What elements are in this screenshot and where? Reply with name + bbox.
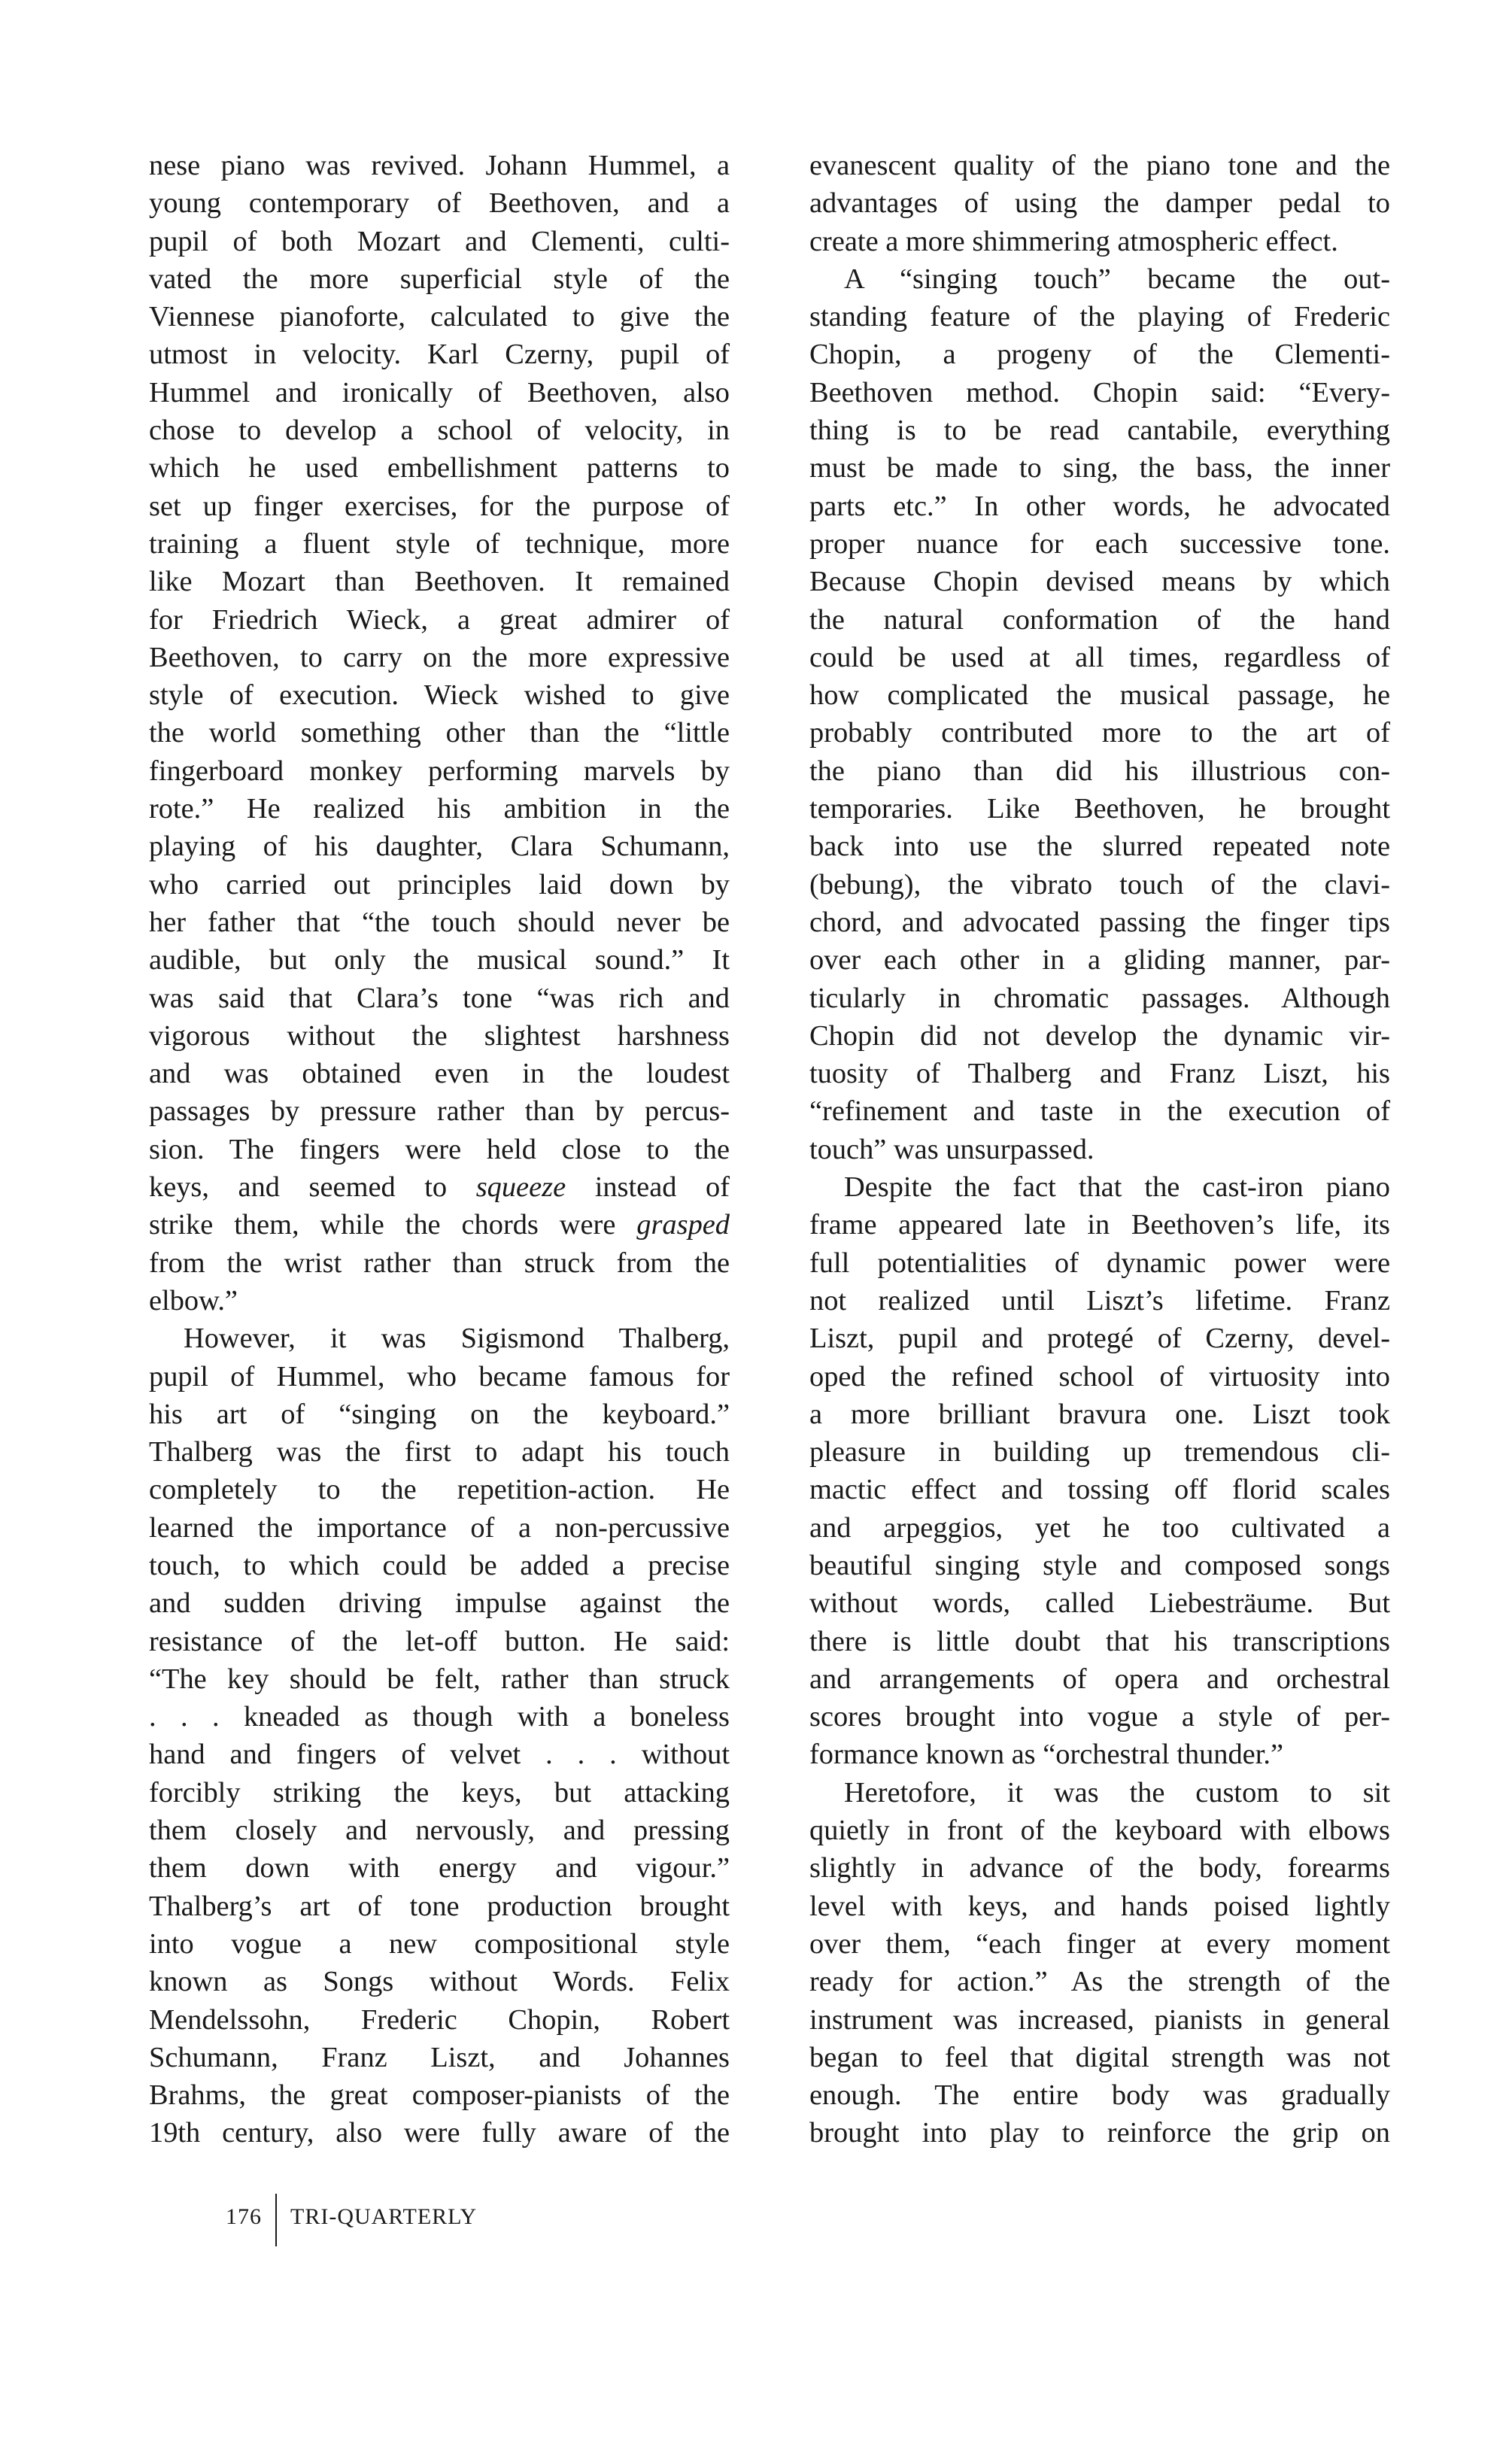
italic-text: grasped bbox=[636, 1209, 730, 1241]
text-line bbox=[809, 2001, 1390, 2039]
text-segment: like Mozart than Beethoven. It remained bbox=[149, 566, 730, 598]
text-segment: frame appeared late in Beethoven’s life, its bbox=[809, 1209, 1390, 1241]
text-line bbox=[809, 563, 1390, 600]
text-line bbox=[149, 412, 730, 449]
text-line bbox=[149, 1925, 730, 1963]
text-line bbox=[809, 1320, 1390, 1357]
text-line bbox=[149, 1092, 730, 1130]
text-segment: probably contributed more to the art of bbox=[809, 717, 1390, 749]
text-segment: Chopin, a progeny of the Clementi- bbox=[809, 339, 1390, 371]
text-line bbox=[809, 487, 1390, 525]
text-segment: full potentialities of dynamic power were bbox=[809, 1247, 1390, 1279]
text-line bbox=[809, 639, 1390, 676]
text-line bbox=[149, 1584, 730, 1622]
text-segment: over each other in a gliding manner, par- bbox=[809, 944, 1390, 976]
text-segment: utmost in velocity. Karl Czerny, pupil of bbox=[149, 339, 730, 371]
text-segment: Liszt, pupil and protegé of Czerny, devel- bbox=[809, 1323, 1390, 1355]
text-line bbox=[809, 676, 1390, 714]
text-segment: ticularly in chromatic passages. Although bbox=[809, 982, 1390, 1014]
text-segment: the world something other than the “little bbox=[149, 717, 730, 749]
page-number: 176 bbox=[226, 2204, 262, 2229]
text-segment: Chopin did not develop the dynamic vir- bbox=[809, 1019, 1390, 1052]
text-line bbox=[149, 1244, 730, 1282]
text-segment: could be used at all times, regardless of bbox=[809, 641, 1390, 673]
text-line bbox=[149, 828, 730, 865]
text-line bbox=[149, 601, 730, 639]
text-line bbox=[149, 374, 730, 412]
text-segment: audible, but only the musical sound.” It bbox=[149, 944, 730, 976]
text-line bbox=[149, 260, 730, 298]
text-segment: beautiful singing style and composed songs bbox=[809, 1549, 1390, 1581]
text-line bbox=[809, 941, 1390, 979]
text-line bbox=[149, 1017, 730, 1055]
text-segment: instrument was increased, pianists in general bbox=[809, 2003, 1390, 2036]
text-line bbox=[149, 2076, 730, 2114]
text-segment: was said that Clara’s tone “was rich and bbox=[149, 982, 730, 1014]
text-line bbox=[809, 752, 1390, 790]
text-line bbox=[809, 1017, 1390, 1055]
text-segment: advantages of using the damper pedal to bbox=[809, 187, 1390, 220]
text-line bbox=[149, 1396, 730, 1433]
text-line bbox=[809, 714, 1390, 752]
text-segment: over them, “each finger at every moment bbox=[809, 1927, 1390, 1960]
text-line bbox=[149, 1774, 730, 1812]
text-segment: oped the refined school of virtuosity into bbox=[809, 1360, 1390, 1393]
text-segment: must be made to sing, the bass, the inner bbox=[809, 452, 1390, 484]
text-segment: elbow.” bbox=[149, 1284, 238, 1317]
text-segment: touch” was unsurpassed. bbox=[809, 1133, 1095, 1165]
text-line bbox=[809, 336, 1390, 373]
text-line bbox=[809, 1547, 1390, 1584]
text-segment: Mendelssohn, Frederic Chopin, Robert bbox=[149, 2003, 730, 2036]
text-line bbox=[809, 1509, 1390, 1547]
text-segment: vigorous without the slightest harshness bbox=[149, 1019, 730, 1052]
text-segment: began to feel that digital strength was not bbox=[809, 2041, 1390, 2073]
text-segment: thing is to be read cantabile, everything bbox=[809, 415, 1390, 447]
text-segment: Beethoven, to carry on the more expressive bbox=[149, 641, 730, 673]
text-segment: pupil of Hummel, who became famous for bbox=[149, 1360, 730, 1393]
text-line bbox=[149, 1698, 730, 1736]
text-segment: not realized until Liszt’s lifetime. Franz bbox=[809, 1284, 1390, 1317]
text-segment: and arpeggios, yet he too cultivated a bbox=[809, 1511, 1390, 1544]
text-line bbox=[149, 752, 730, 790]
text-line bbox=[809, 1206, 1390, 1244]
text-line bbox=[149, 1623, 730, 1660]
text-segment: formance known as “orchestral thunder.” bbox=[809, 1739, 1283, 1771]
text-line bbox=[149, 1471, 730, 1508]
text-segment: Thalberg’s art of tone production brought bbox=[149, 1890, 730, 1922]
text-line bbox=[149, 223, 730, 260]
text-line bbox=[149, 449, 730, 487]
text-segment: proper nuance for each successive tone. bbox=[809, 527, 1390, 560]
text-segment: Viennese pianoforte, calculated to give the bbox=[149, 301, 730, 333]
text-segment: mactic effect and tossing off florid scales bbox=[809, 1474, 1390, 1506]
text-segment: a more brilliant bravura one. Liszt took bbox=[809, 1398, 1390, 1430]
text-line bbox=[809, 2076, 1390, 2114]
text-line bbox=[149, 866, 730, 904]
text-segment: evanescent quality of the piano tone and the bbox=[809, 150, 1390, 181]
right-text-column bbox=[809, 147, 1390, 2152]
text-line bbox=[809, 1584, 1390, 1622]
text-segment: and sudden driving impulse against the bbox=[149, 1587, 730, 1620]
text-segment: vated the more superficial style of the bbox=[149, 263, 730, 295]
text-segment: passages by pressure rather than by percus- bbox=[149, 1095, 730, 1128]
text-segment: and was obtained even in the loudest bbox=[149, 1058, 730, 1090]
text-line bbox=[809, 1471, 1390, 1508]
text-segment: temporaries. Like Beethoven, he brought bbox=[809, 793, 1390, 825]
text-line bbox=[149, 487, 730, 525]
text-segment: Heretofore, it was the custom to sit bbox=[844, 1776, 1390, 1809]
text-segment: without words, called Liebesträume. But bbox=[809, 1587, 1390, 1620]
text-segment: level with keys, and hands poised lightly bbox=[809, 1890, 1390, 1922]
text-line bbox=[809, 449, 1390, 487]
text-segment: style of execution. Wieck wished to give bbox=[149, 679, 730, 712]
text-segment: A “singing touch” became the out- bbox=[844, 263, 1390, 295]
text-segment: training a fluent style of technique, more bbox=[149, 527, 730, 560]
text-segment: Despite the fact that the cast-iron piano bbox=[844, 1171, 1390, 1204]
text-line bbox=[149, 1736, 730, 1773]
text-line bbox=[809, 1774, 1390, 1812]
text-segment: her father that “the touch should never be bbox=[149, 906, 730, 938]
text-line bbox=[149, 525, 730, 563]
text-segment: standing feature of the playing of Frederic bbox=[809, 301, 1390, 333]
text-line bbox=[149, 941, 730, 979]
text-segment: his art of “singing on the keyboard.” bbox=[149, 1398, 730, 1430]
text-line bbox=[809, 374, 1390, 412]
text-segment: the piano than did his illustrious con- bbox=[809, 755, 1390, 787]
text-line bbox=[149, 790, 730, 828]
text-segment: pupil of both Mozart and Clementi, culti- bbox=[149, 225, 730, 257]
text-segment: set up finger exercises, for the purpose of bbox=[149, 490, 730, 522]
text-line bbox=[149, 1812, 730, 1849]
text-line bbox=[809, 1925, 1390, 1963]
text-segment: young contemporary of Beethoven, and a bbox=[149, 187, 730, 220]
text-segment: “The key should be felt, rather than struck bbox=[149, 1663, 730, 1695]
text-segment: pleasure in building up tremendous cli- bbox=[809, 1436, 1390, 1468]
text-line bbox=[809, 1055, 1390, 1092]
text-segment: touch, to which could be added a precise bbox=[149, 1549, 730, 1581]
text-line bbox=[809, 1433, 1390, 1471]
text-line bbox=[149, 1433, 730, 1471]
text-segment: Beethoven method. Chopin said: “Every- bbox=[809, 376, 1390, 408]
text-segment: who carried out principles laid down by bbox=[149, 868, 730, 901]
text-line bbox=[809, 147, 1390, 184]
text-segment: Brahms, the great composer-pianists of the bbox=[149, 2079, 730, 2112]
text-line bbox=[809, 2039, 1390, 2076]
text-segment: chord, and advocated passing the finger tips bbox=[809, 906, 1390, 938]
text-segment: instead of bbox=[566, 1171, 730, 1204]
text-line bbox=[809, 2114, 1390, 2152]
text-line bbox=[149, 1206, 730, 1244]
text-segment: tuosity of Thalberg and Franz Liszt, his bbox=[809, 1058, 1390, 1090]
text-segment: playing of his daughter, Clara Schumann, bbox=[149, 831, 730, 863]
text-line bbox=[809, 601, 1390, 639]
text-line bbox=[809, 1282, 1390, 1320]
text-line bbox=[809, 979, 1390, 1017]
text-line bbox=[809, 790, 1390, 828]
text-segment: and arrangements of opera and orchestral bbox=[809, 1663, 1390, 1695]
text-line bbox=[149, 147, 730, 184]
text-line bbox=[809, 1244, 1390, 1282]
text-line bbox=[149, 1320, 730, 1357]
text-segment: into vogue a new compositional style bbox=[149, 1927, 730, 1960]
text-segment: for Friedrich Wieck, a great admirer of bbox=[149, 603, 730, 636]
text-segment: them closely and nervously, and pressing bbox=[149, 1815, 730, 1847]
text-line bbox=[809, 1131, 1390, 1168]
text-line bbox=[149, 1509, 730, 1547]
text-segment: Because Chopin devised means by which bbox=[809, 566, 1390, 598]
text-line bbox=[809, 1092, 1390, 1130]
text-segment: nese piano was revived. Johann Hummel, a bbox=[149, 150, 730, 181]
text-line bbox=[809, 1888, 1390, 1925]
text-line bbox=[149, 184, 730, 222]
text-segment: 19th century, also were fully aware of the bbox=[149, 2117, 730, 2149]
text-segment: slightly in advance of the body, forearms bbox=[809, 1852, 1390, 1885]
text-line bbox=[149, 1660, 730, 1698]
text-segment: resistance of the let-off button. He said: bbox=[149, 1625, 730, 1657]
text-segment: chose to develop a school of velocity, in bbox=[149, 415, 730, 447]
text-line bbox=[149, 1963, 730, 2000]
text-line bbox=[809, 904, 1390, 941]
text-line bbox=[809, 1963, 1390, 2000]
text-line bbox=[809, 828, 1390, 865]
text-segment: (bebung), the vibrato touch of the clavi- bbox=[809, 868, 1390, 901]
text-line bbox=[149, 714, 730, 752]
text-line bbox=[149, 979, 730, 1017]
text-line bbox=[149, 1547, 730, 1584]
text-segment: them down with energy and vigour.” bbox=[149, 1852, 730, 1885]
text-segment: fingerboard monkey performing marvels by bbox=[149, 755, 730, 787]
text-segment: rote.” He realized his ambition in the bbox=[149, 793, 730, 825]
text-line bbox=[149, 1131, 730, 1168]
text-segment: how complicated the musical passage, he bbox=[809, 679, 1390, 712]
footer-divider bbox=[275, 2194, 277, 2246]
text-segment: create a more shimmering atmospheric effect. bbox=[809, 225, 1338, 257]
text-segment: forcibly striking the keys, but attacking bbox=[149, 1776, 730, 1809]
text-segment: Schumann, Franz Liszt, and Johannes bbox=[149, 2041, 730, 2073]
text-segment: keys, and seemed to bbox=[149, 1171, 476, 1204]
text-segment: enough. The entire body was gradually bbox=[809, 2079, 1390, 2112]
text-segment: from the wrist rather than struck from the bbox=[149, 1247, 730, 1279]
left-text-column bbox=[149, 147, 730, 2152]
text-line bbox=[809, 1396, 1390, 1433]
text-segment: Hummel and ironically of Beethoven, also bbox=[149, 376, 730, 408]
text-line bbox=[809, 1358, 1390, 1396]
text-line bbox=[809, 260, 1390, 298]
text-line bbox=[149, 1358, 730, 1396]
italic-text: squeeze bbox=[475, 1171, 566, 1204]
text-line bbox=[809, 1736, 1390, 1773]
text-line bbox=[149, 639, 730, 676]
text-segment: Thalberg was the first to adapt his touch bbox=[149, 1436, 730, 1468]
text-line bbox=[809, 412, 1390, 449]
text-segment: completely to the repetition-action. He bbox=[149, 1474, 730, 1506]
text-line bbox=[809, 1849, 1390, 1887]
text-segment: brought into play to reinforce the grip on bbox=[809, 2117, 1390, 2149]
text-segment: back into use the slurred repeated note bbox=[809, 831, 1390, 863]
text-line bbox=[809, 1660, 1390, 1698]
text-line bbox=[149, 2001, 730, 2039]
text-line bbox=[149, 1168, 730, 1206]
text-segment: sion. The fingers were held close to the bbox=[149, 1133, 730, 1165]
text-line bbox=[149, 1282, 730, 1320]
text-segment: scores brought into vogue a style of per- bbox=[809, 1701, 1390, 1733]
text-line bbox=[149, 2114, 730, 2152]
text-segment: hand and fingers of velvet . . . without bbox=[149, 1739, 730, 1771]
text-line bbox=[809, 866, 1390, 904]
text-line bbox=[809, 1168, 1390, 1206]
text-line bbox=[149, 563, 730, 600]
text-line bbox=[809, 1698, 1390, 1736]
text-segment: which he used embellishment patterns to bbox=[149, 452, 730, 484]
text-line bbox=[809, 184, 1390, 222]
text-line bbox=[809, 298, 1390, 336]
text-line bbox=[809, 525, 1390, 563]
text-segment: the natural conformation of the hand bbox=[809, 603, 1390, 636]
text-line bbox=[809, 1623, 1390, 1660]
text-line bbox=[149, 2039, 730, 2076]
text-line bbox=[809, 223, 1390, 260]
text-line bbox=[149, 1888, 730, 1925]
journal-name: TRI-QUARTERLY bbox=[290, 2204, 478, 2229]
text-line bbox=[149, 336, 730, 373]
text-segment: learned the importance of a non-percussive bbox=[149, 1511, 730, 1544]
text-segment: parts etc.” In other words, he advocated bbox=[809, 490, 1390, 522]
text-line bbox=[149, 1055, 730, 1092]
text-segment: quietly in front of the keyboard with elbows bbox=[809, 1815, 1390, 1847]
text-line bbox=[149, 1849, 730, 1887]
text-segment: . . . kneaded as though with a boneless bbox=[149, 1701, 730, 1733]
text-line bbox=[149, 676, 730, 714]
text-segment: ready for action.” As the strength of the bbox=[809, 1966, 1390, 1998]
text-line bbox=[149, 904, 730, 941]
text-line bbox=[809, 1812, 1390, 1849]
text-segment: strike them, while the chords were bbox=[149, 1209, 637, 1241]
text-segment: known as Songs without Words. Felix bbox=[149, 1966, 730, 1998]
text-segment: there is little doubt that his transcriptions bbox=[809, 1625, 1390, 1657]
text-segment: “refinement and taste in the execution of bbox=[809, 1095, 1390, 1128]
text-segment: However, it was Sigismond Thalberg, bbox=[184, 1323, 730, 1355]
text-line bbox=[149, 298, 730, 336]
